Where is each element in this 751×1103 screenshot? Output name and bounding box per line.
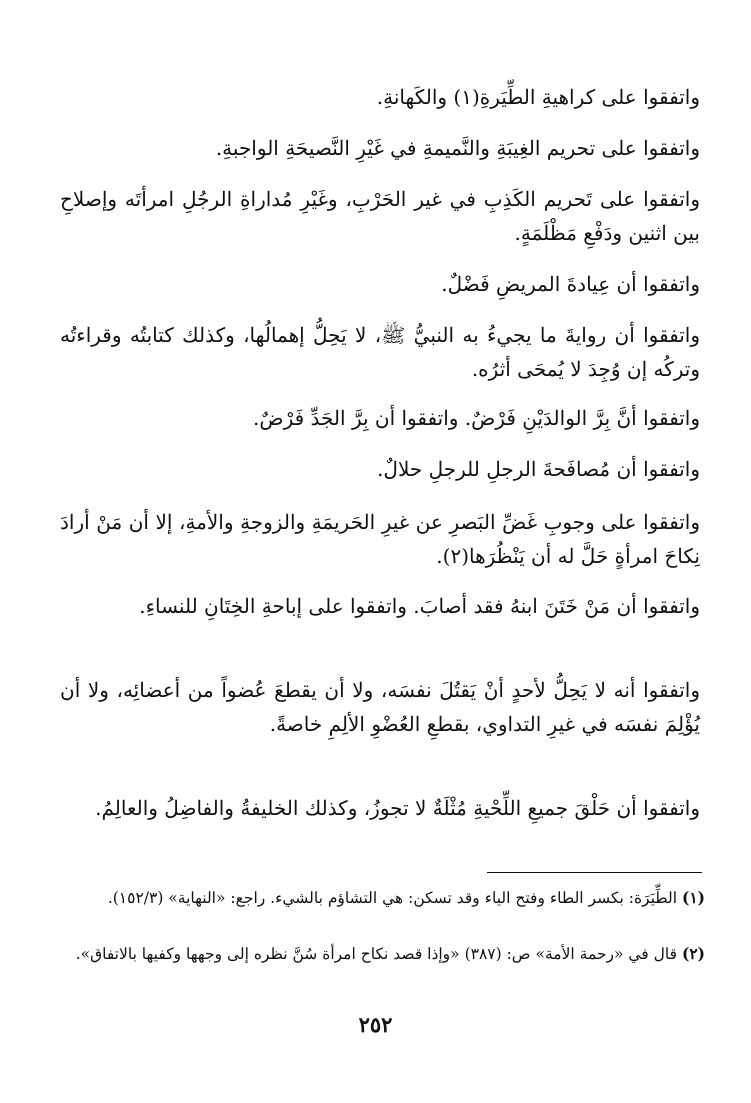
- paragraph-ghiba: واتفقوا على تحريم الغِيبَةِ والنَّميمةِ في غَيْرِ النَّصيحَةِ الواجبةِ.: [215, 136, 700, 160]
- footnote-1: [60, 884, 705, 912]
- paragraph-ghadd-basar: واتفقوا على وجوبِ غَضِّ البَصرِ عن غيرِ الحَريمَةِ والزوجةِ والأمةِ، إلا أن مَنْ أرادَ نِكاحَ امرأةٍ حَلَّ له أن يَنْظُرَها(٢).: [60, 510, 700, 568]
- footnote-1-number: (١): [681, 888, 705, 907]
- footnote-1-text: الطِّيَرَة: بكسر الطاء وفتح الياء وقد تسكن: هي التشاؤم بالشيء. راجع: «النهاية» (١٥٢/٣).: [107, 889, 678, 907]
- paragraph-iyada: واتفقوا أن عِيادةَ المريضِ فَضْلٌ.: [441, 272, 700, 296]
- footnote-2-text: قال في «رحمة الأمة» ص: (٣٨٧) «وإذا قصد نكاح امرأة سُنَّ نظره إلى وجهها وكفيها بالاتفاق».: [75, 945, 678, 963]
- footnote-divider: [487, 872, 702, 873]
- footnote-2-number: (٢): [681, 944, 705, 963]
- paragraph-khitan: واتفقوا أن مَنْ خَتَنَ ابنهُ فقد أصابَ. واتفقوا على إباحةِ الخِتَانِ للنساءِ.: [139, 594, 700, 618]
- page-number: ٢٥٢: [358, 1012, 393, 1037]
- paragraph-kadhib: واتفقوا على تَحريم الكَذِبِ في غير الحَرْبِ، وغَيْرِ مُداراةِ الرجُلِ امرأتَه وإصلاحِ بين اثنين ودَفْعِ مَظْلَمَةٍ.: [60, 187, 700, 245]
- paragraph-musafaha: واتفقوا أن مُصافَحةَ الرجلِ للرجلِ حلالٌ.: [377, 457, 700, 481]
- footnote-2: [60, 940, 705, 968]
- paragraph-lihya: واتفقوا أن حَلْقَ جميعِ اللِّحْيةِ مُثْلَةٌ لا تجوزُ، وكذلك الخليفةُ والفاضِلُ والعالِمُ.: [95, 796, 700, 820]
- paragraph-tiyara: واتفقوا على كراهيةِ الطِّيَرةِ(١) والكَهانةِ.: [376, 85, 700, 109]
- paragraph-qatl-nafs: واتفقوا أنه لا يَحِلُّ لأحدٍ أنْ يَقتُلَ نفسَه، ولا أن يقطعَ عُضواً من أعضائِه، ولا أن يُؤْلِمَ نفسَه في غيرِ التداوي، بقطعِ العُضْوِ الألِمِ خاصةً.: [60, 678, 700, 736]
- paragraph-birr: واتفقوا أنَّ بِرَّ الوالدَيْنِ فَرْضٌ. واتفقوا أن بِرَّ الجَدِّ فَرْضٌ.: [253, 406, 700, 430]
- paragraph-riwaya: واتفقوا أن روايةَ ما يجيءُ به النبيُّ ﷺ، لا يَحِلُّ إهمالُها، وكذلك كتابتُه وقراءتُه وتركُه إن وُجِدَ لا يُمحَى أثرُه.: [60, 323, 700, 381]
